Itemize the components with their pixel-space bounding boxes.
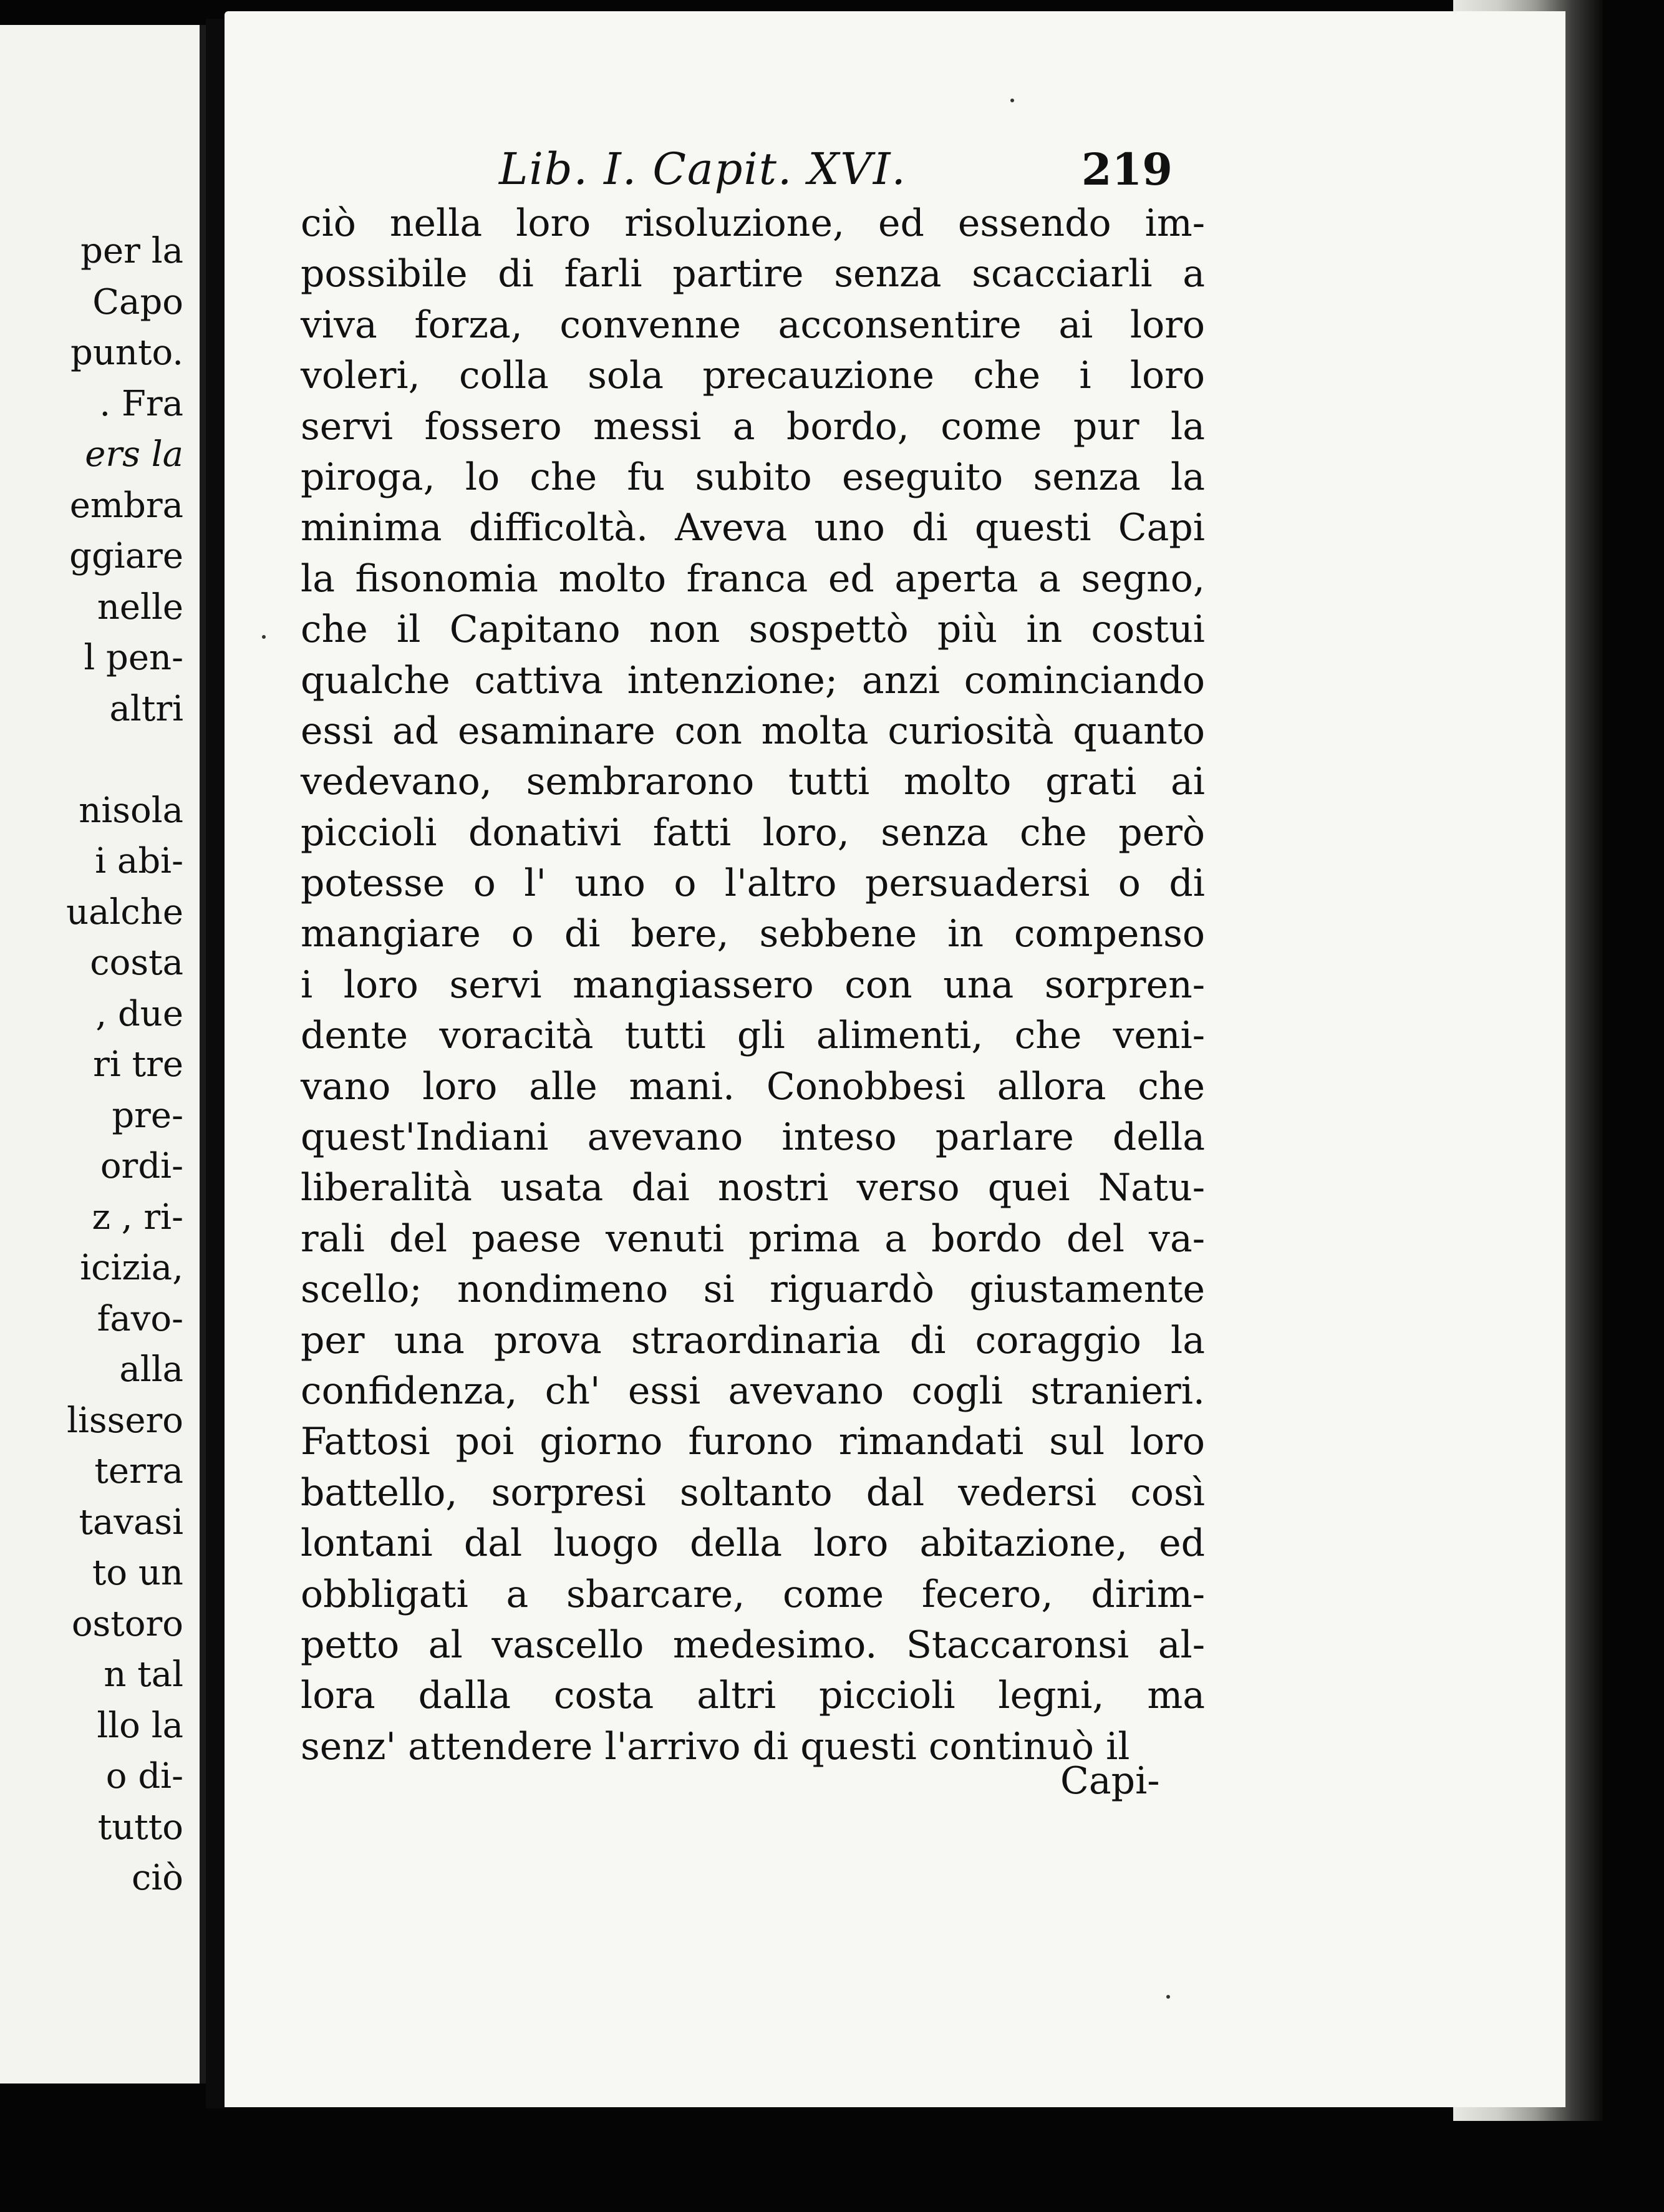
left-line: , due — [95, 993, 183, 1034]
text-line: quest'Indiani avevano inteso parlare della — [301, 1115, 1205, 1160]
left-line: ordi- — [100, 1146, 183, 1186]
text-line: rali del paese venuti prima a bordo del va- — [301, 1216, 1205, 1261]
text-line: possibile di farli partire senza scacciarli a — [301, 252, 1205, 296]
book-gutter — [206, 19, 225, 2108]
left-line: to un — [92, 1553, 183, 1593]
left-line: punto. — [70, 332, 183, 373]
left-line: favo- — [97, 1298, 183, 1339]
text-line: potesse o l' uno o l'altro persuadersi o di — [301, 861, 1205, 906]
left-facing-page — [0, 25, 206, 2083]
left-line: l pen- — [84, 638, 183, 678]
left-line: tutto — [97, 1807, 183, 1848]
page-body-text — [301, 198, 1205, 1772]
text-line: essi ad esaminare con molta curiosità quanto — [301, 709, 1205, 753]
text-line: battello, sorpresi soltanto dal vedersi così — [301, 1470, 1205, 1515]
left-line: pre- — [112, 1095, 183, 1136]
text-line: dente voracità tutti gli alimenti, che veni- — [301, 1014, 1205, 1058]
left-line: o di- — [105, 1756, 183, 1797]
left-line: terra — [94, 1451, 183, 1492]
left-line: altri — [109, 688, 183, 729]
text-line: petto al vascello medesimo. Staccaronsi al- — [301, 1623, 1205, 1667]
paper-speck — [1010, 99, 1014, 102]
left-line: nisola — [79, 790, 183, 831]
catchword: Capi- — [1060, 1759, 1160, 1803]
left-line: lissero — [67, 1400, 183, 1441]
left-line: nelle — [97, 586, 183, 628]
text-line: vano loro alle mani. Conobbesi allora che — [301, 1064, 1205, 1108]
text-line: vedevano, sembrarono tutti molto grati ai — [301, 760, 1205, 804]
left-line: i abi- — [95, 841, 183, 881]
text-line: per una prova straordinaria di coraggio la — [301, 1318, 1205, 1362]
text-line: Fattosi poi giorno furono rimandati sul loro — [301, 1420, 1205, 1464]
text-line: i loro servi mangiassero con una sorpren- — [301, 963, 1205, 1007]
left-line: tavasi — [79, 1501, 183, 1543]
left-line: ggiare — [69, 536, 183, 576]
left-line: ers la — [85, 434, 183, 475]
left-line: ciò — [132, 1858, 183, 1898]
text-line: servi fossero messi a bordo, come pur la — [301, 404, 1205, 449]
text-line: piroga, lo che fu subito eseguito senza la — [301, 455, 1205, 499]
left-line: ualche — [66, 891, 183, 933]
page-number: 219 — [1081, 143, 1173, 195]
left-line: ri tre — [93, 1044, 183, 1085]
text-line: senz' attendere l'arrivo di questi continuò il — [301, 1724, 1130, 1768]
text-line: voleri, colla sola precauzione che i loro — [301, 354, 1205, 398]
text-line: liberalità usata dai nostri verso quei Natu- — [301, 1166, 1205, 1210]
text-line: viva forza, convenne acconsentire ai loro — [301, 303, 1205, 347]
left-line: costa — [90, 943, 183, 983]
left-line: ostoro — [71, 1603, 183, 1644]
left-line: . Fra — [99, 383, 183, 424]
left-line: z , ri- — [92, 1196, 183, 1238]
left-line: per la — [80, 231, 183, 271]
text-line: qualche cattiva intenzione; anzi cominciando — [301, 658, 1205, 702]
text-line: lora dalla costa altri piccioli legni, ma — [301, 1674, 1205, 1718]
left-line: llo la — [97, 1705, 183, 1746]
text-line: la fisonomia molto franca ed aperta a segno, — [301, 556, 1205, 601]
text-line: obbligati a sbarcare, come fecero, dirim- — [301, 1572, 1205, 1616]
left-line: alla — [119, 1349, 183, 1390]
left-page-text — [66, 226, 183, 1904]
text-line: mangiare o di bere, sebbene in compenso — [301, 912, 1205, 956]
running-title: Lib. I. Capit. XVI. — [499, 143, 907, 195]
text-line: ciò nella loro risoluzione, ed essendo im- — [301, 201, 1205, 245]
left-line: Capo — [92, 281, 183, 323]
left-line: embra — [69, 485, 183, 526]
text-line: piccioli donativi fatti loro, senza che però — [301, 810, 1205, 855]
paper-speck — [1166, 1995, 1170, 1999]
paper-speck — [262, 635, 266, 639]
text-line: confidenza, ch' essi avevano cogli stranieri. — [301, 1369, 1205, 1413]
running-header — [499, 143, 1173, 200]
text-line: scello; nondimeno si riguardò giustamente — [301, 1268, 1205, 1312]
left-line: n tal — [104, 1654, 183, 1695]
text-line: minima difficoltà. Aveva uno di questi Capi — [301, 506, 1205, 550]
text-line: lontani dal luogo della loro abitazione, ed — [301, 1521, 1205, 1566]
text-line: che il Capitano non sospettò più in costui — [301, 608, 1205, 652]
left-line: icizia, — [80, 1248, 183, 1288]
left-line-blank — [66, 734, 183, 785]
